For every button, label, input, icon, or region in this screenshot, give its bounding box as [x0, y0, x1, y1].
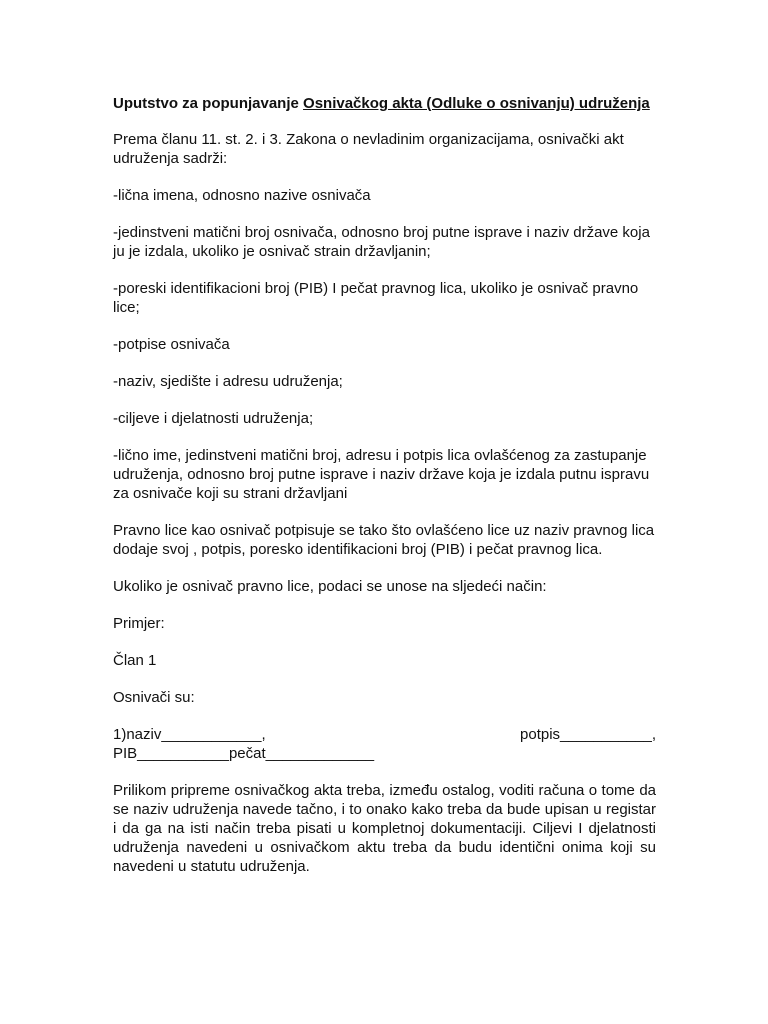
list-item: -ciljeve i djelatnosti udruženja;: [113, 410, 314, 427]
list-item: -potpise osnivača: [113, 336, 230, 353]
example-label: Primjer:: [113, 615, 165, 632]
founder-form-lines: [113, 725, 656, 763]
name-field-line: 1)naziv____________,: [113, 726, 266, 743]
article-label: Član 1: [113, 652, 157, 669]
list-item: -lična imena, odnosno nazive osnivača: [113, 187, 371, 204]
list-item: -naziv, sjedište i adresu udruženja;: [113, 373, 343, 390]
title-underlined: Osnivačkog akta (Odluke o osnivanju) udruženja: [303, 95, 650, 112]
title-plain: Uputstvo za popunjavanje: [113, 95, 304, 112]
document-title: [113, 94, 656, 113]
list-item: -jedinstveni matični broj osnivača, odnosno broj putne isprave i naziv države koja ju je izdala, ukoliko je osnivač strain državljanin;: [113, 224, 650, 260]
signature-field-line: potpis___________,: [520, 726, 656, 743]
legal-entity-note: Pravno lice kao osnivač potpisuje se tako što ovlašćeno lice uz naziv pravnog lica dodaje svoj , potpis, poresko identifikacioni broj (PIB) i pečat pravnog lica.: [113, 522, 655, 558]
list-item: -lično ime, jedinstveni matični broj, adresu i potpis lica ovlašćenog za zastupanje udruženja, odnosno broj putne isprave i naziv države koja je izdala putnu ispravu za osnivače koji su strani državljani: [113, 447, 650, 502]
closing-paragraph: Prilikom pripreme osnivačkog akta treba, između ostalog, voditi računa o tome da se naziv udruženja navede tačno, i to onako kako treba da bude upisan u registar i da ga na isti način treba pisati u kompletnoj dokumentaciji. Ciljevi I djelatnosti udruženja navedeni u osnivačkom aktu treba da budu identični onima koji su navedeni u statutu udruženja.: [113, 782, 656, 875]
legal-entity-intro: Ukoliko je osnivač pravno lice, podaci se unose na sljedeći način:: [113, 578, 547, 595]
founders-label: Osnivači su:: [113, 689, 195, 706]
form-line-2: PIB___________pečat_____________: [113, 745, 375, 762]
form-line-1: [113, 725, 656, 744]
intro-paragraph: Prema članu 11. st. 2. i 3. Zakona o nevladinim organizacijama, osnivački akt udruženja sadrži:: [113, 131, 624, 167]
list-item: -poreski identifikacioni broj (PIB) I pečat pravnog lica, ukoliko je osnivač pravno lice;: [113, 280, 639, 316]
